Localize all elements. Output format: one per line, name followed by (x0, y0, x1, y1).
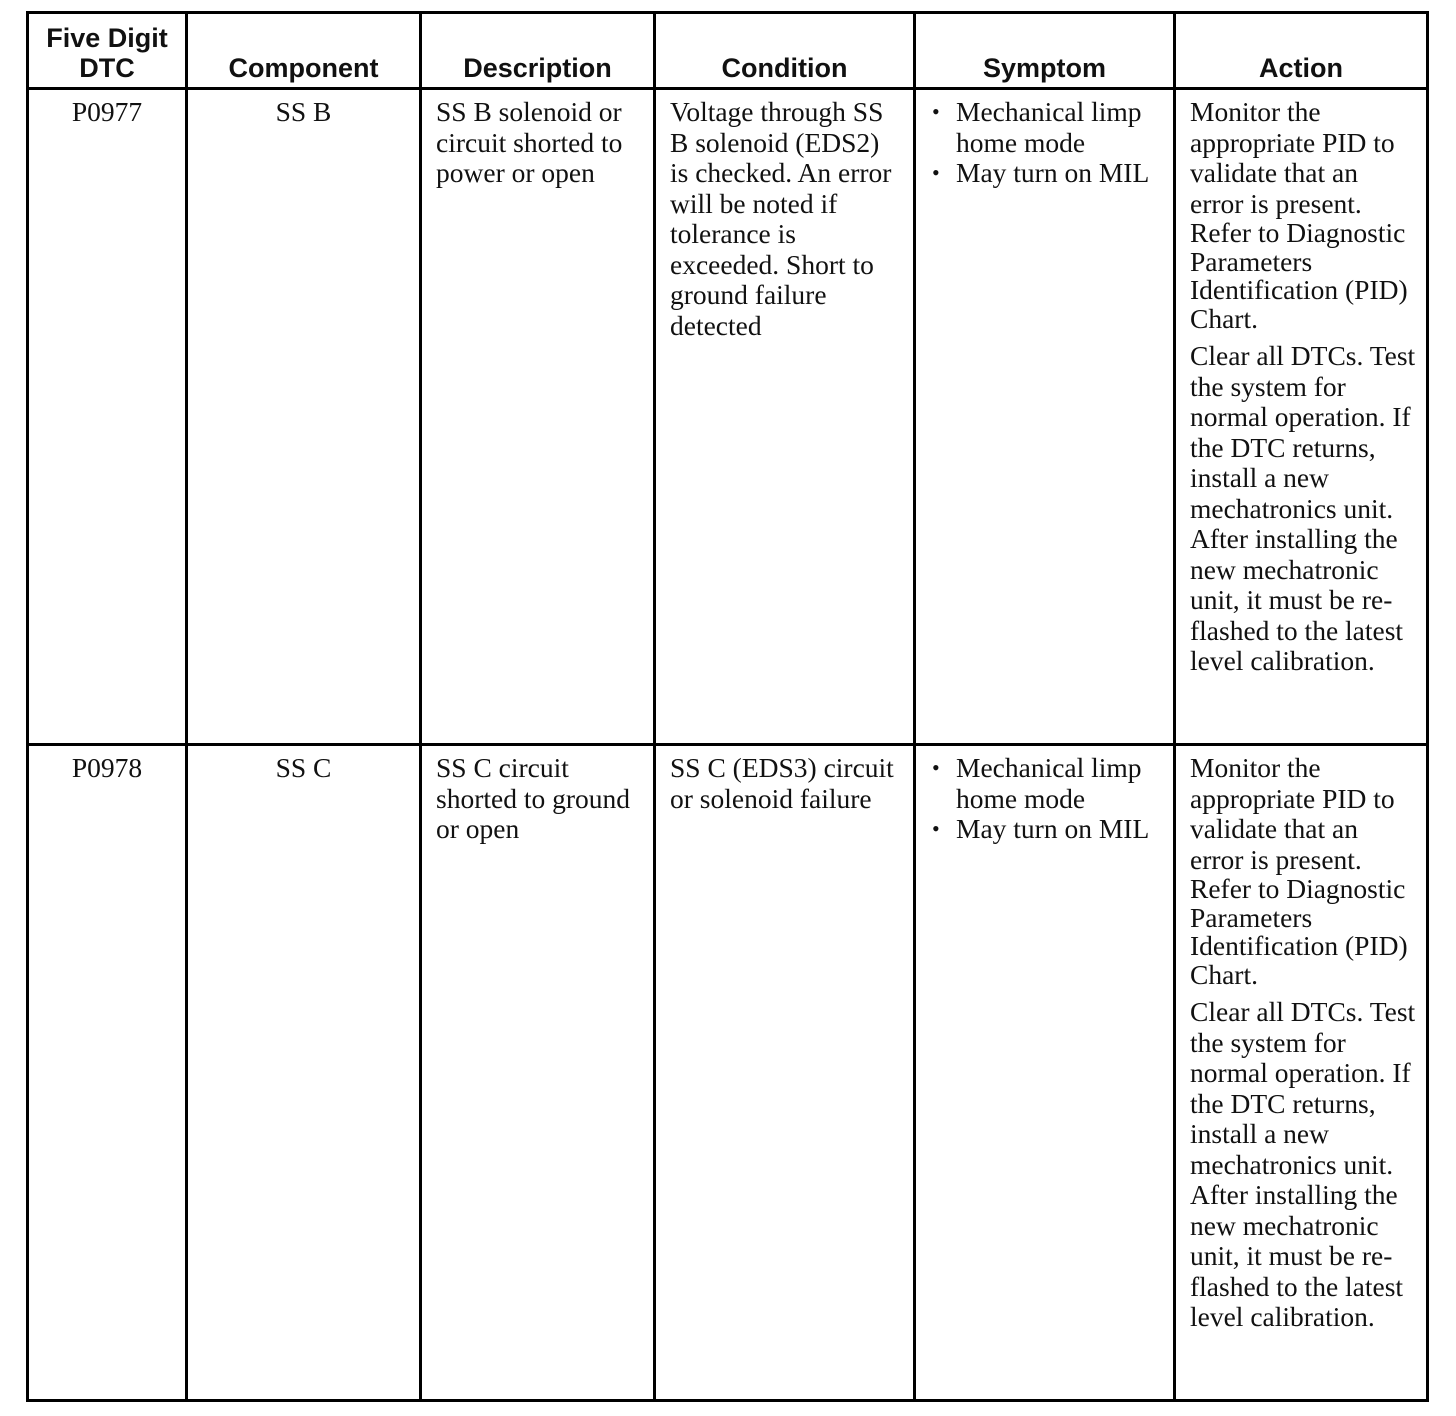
action-cell (1175, 89, 1428, 745)
symptom-list (930, 753, 1163, 845)
header-symptom: Symptom (915, 13, 1175, 89)
condition-cell: Voltage through SS B solenoid (EDS2) is checked. An error will be noted if tolerance is exceeded. Short to ground failure detected (655, 89, 915, 745)
table-row (28, 745, 1428, 1401)
header-dtc (28, 13, 187, 89)
symptom-item: • May turn on MIL (930, 814, 1163, 845)
description-cell: SS C circuit shorted to ground or open (421, 745, 655, 1401)
header-action: Action (1175, 13, 1428, 89)
symptom-item: • May turn on MIL (930, 158, 1163, 189)
action-refer: Refer to Diagnostic Parameters Identification (PID) Chart. (1190, 873, 1408, 990)
table-row (28, 89, 1428, 745)
dtc-code: P0978 (28, 745, 187, 1401)
header-condition: Condition (655, 13, 915, 89)
component-cell: SS B (187, 89, 421, 745)
header-row (28, 13, 1428, 89)
header-description: Description (421, 13, 655, 89)
symptom-item: • Mechanical limp home mode (930, 753, 1163, 814)
symptom-item: • Mechanical limp home mode (930, 97, 1163, 158)
component-cell: SS C (187, 745, 421, 1401)
action-refer: Refer to Diagnostic Parameters Identification (PID) Chart. (1190, 217, 1408, 334)
action-clear: Clear all DTCs. Test the system for normal operation. If the DTC returns, install a new mechatronics unit. After installing the new mechatronic unit, it must be re-flashed to the latest level calibration. (1190, 996, 1416, 1332)
dtc-table (26, 11, 1429, 1402)
dtc-code: P0977 (28, 89, 187, 745)
action-monitor: Monitor the appropriate PID to validate that an error is present. (1190, 752, 1395, 875)
description-cell: SS B solenoid or circuit shorted to power or open (421, 89, 655, 745)
symptom-list (930, 97, 1163, 189)
symptom-cell (915, 745, 1175, 1401)
header-component: Component (187, 13, 421, 89)
action-monitor: Monitor the appropriate PID to validate that an error is present. (1190, 96, 1395, 219)
action-cell (1175, 745, 1428, 1401)
symptom-cell (915, 89, 1175, 745)
action-clear: Clear all DTCs. Test the system for normal operation. If the DTC returns, install a new mechatronics unit. After installing the new mechatronic unit, it must be re-flashed to the latest level calibration. (1190, 340, 1416, 676)
condition-cell: SS C (EDS3) circuit or solenoid failure (655, 745, 915, 1401)
header-dtc-label: Five Digit DTC (46, 23, 168, 83)
